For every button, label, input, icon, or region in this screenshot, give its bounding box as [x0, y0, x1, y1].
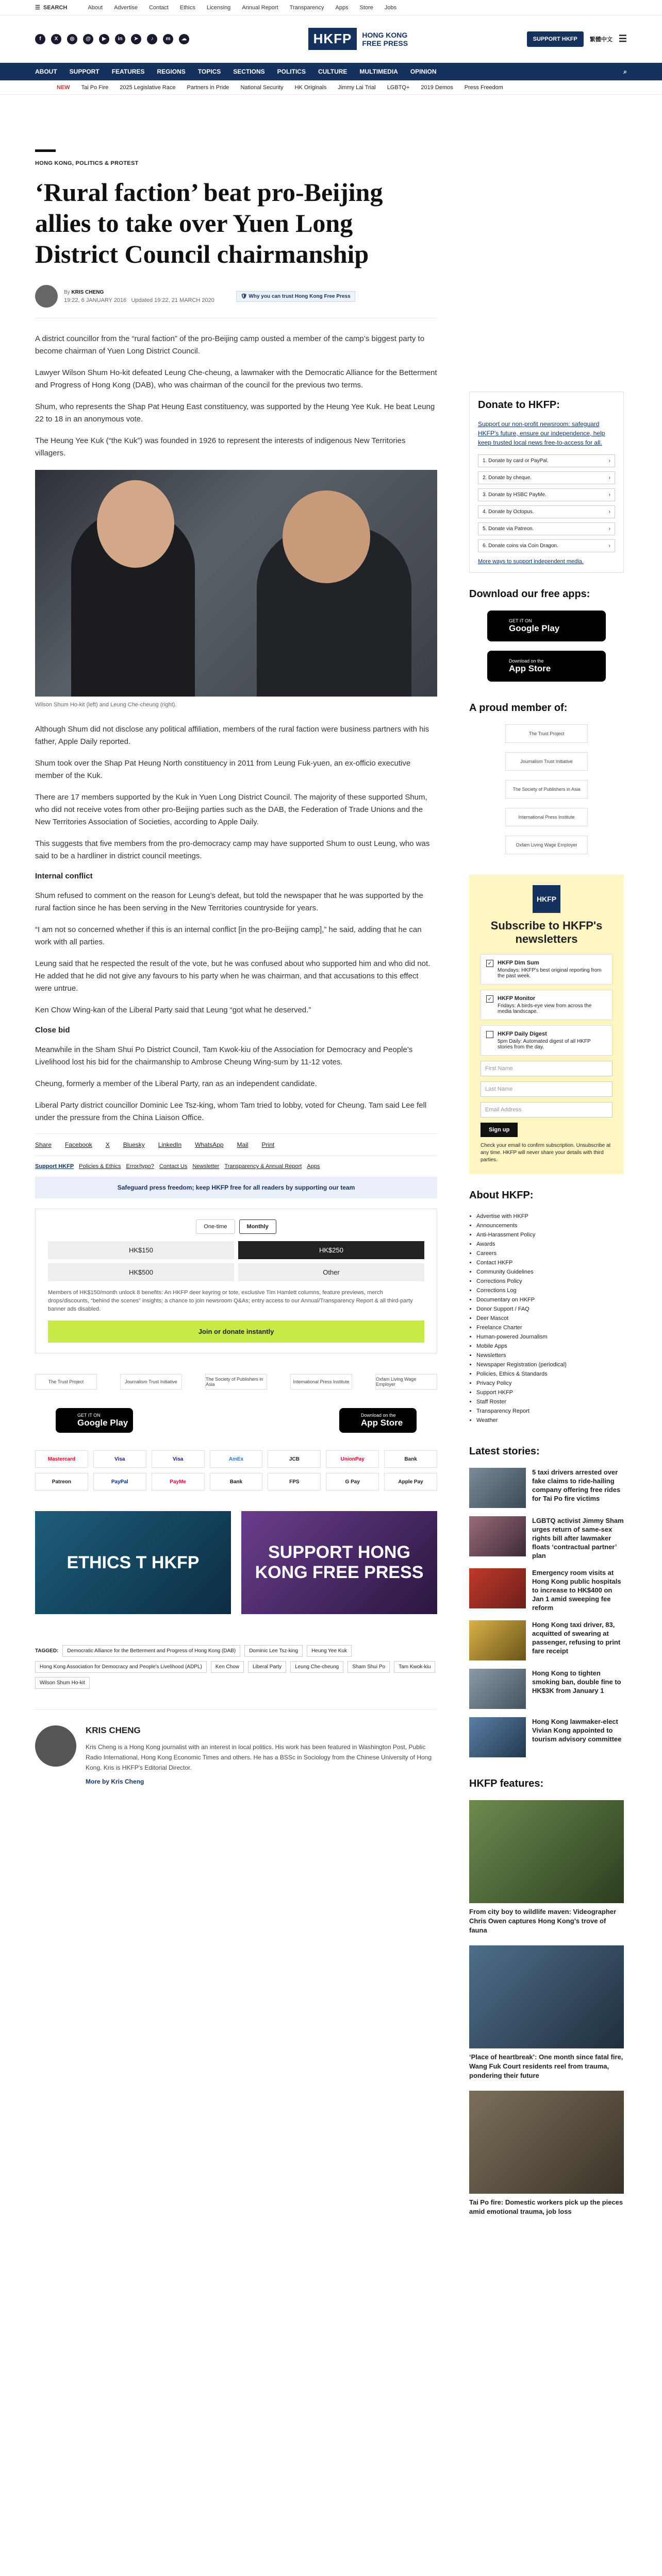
paragraph: Although Shum did not disclose any political affiliation, members of the rural faction were business partners with his father, Apple Daily reported. — [35, 725, 429, 746]
newsletter-title: Subscribe to HKFP's newsletters — [490, 919, 603, 945]
footer-link[interactable]: Transparency & Annual Report — [224, 1163, 302, 1170]
footer-link[interactable]: Contact Us — [159, 1163, 188, 1170]
story-item[interactable]: Hong Kong lawmaker-elect Vivian Kong appointed to tourism advisory committee — [469, 1717, 624, 1757]
share-button[interactable]: Share — [35, 1141, 52, 1148]
bank-logo[interactable]: Bank — [384, 1450, 437, 1468]
paragraph: There are 17 members supported by the Kuk in Yuen Long District Council. The majority of these supported Shum, who did not receive votes from other pro-Beijing parties such as the DAB, the Federation of Trade Unions and the New Territories Association of Societies, according to Apple Daily. — [35, 793, 427, 826]
youtube-icon[interactable]: ▶ — [99, 34, 109, 44]
tab-one-time[interactable]: One-time — [196, 1219, 235, 1234]
story-item[interactable]: LGBTQ activist Jimmy Sham urges return of same-sex rights bill after lawmaker floats ‘contractual partner’ plan — [469, 1516, 624, 1560]
article-category[interactable]: HONG KONG, POLITICS & PROTEST — [35, 160, 139, 166]
paragraph: Shum took over the Shap Pat Heung North constituency in 2011 from Leung Fuk-yuen, an ex-officio executive member of the Kuk. — [35, 759, 411, 780]
tag-list — [35, 1645, 437, 1689]
sign-up-button[interactable]: Sign up — [481, 1123, 518, 1137]
jcb-logo[interactable]: JCB — [268, 1450, 321, 1468]
newsletter-signup — [469, 875, 624, 1174]
trending-link[interactable]: Tai Po Fire — [81, 84, 109, 91]
author-name[interactable]: KRIS CHENG — [71, 289, 104, 295]
about-link[interactable]: • Support HKFP — [476, 1388, 624, 1397]
feature-image — [469, 2091, 624, 2194]
donation-note: Members of HK$150/month unlock 8 benefits: An HKFP deer keyring or tote, exclusive Tim Hamlett columns, feature previews, merch drops/discounts, “behind the scenes” insights; a chance to join newsroom Q&As; entry access to our Annual/Transparency Report & all third-party banner ads disabled. — [48, 1290, 413, 1312]
latest-stories — [469, 1468, 624, 1757]
about-link[interactable]: • Policies, Ethics & Standards — [476, 1369, 624, 1379]
threads-icon[interactable]: @ — [83, 34, 93, 44]
article-body — [35, 333, 437, 1124]
photo-head-right — [283, 490, 370, 583]
donation-widget — [35, 1209, 437, 1353]
about-link[interactable]: • Deer Mascot — [476, 1314, 624, 1323]
tag[interactable]: Heung Yee Kuk — [307, 1645, 352, 1657]
story-thumbnail — [469, 1468, 526, 1508]
top-link-jobs[interactable]: Jobs — [384, 4, 397, 11]
chevron-right-icon: › — [608, 475, 610, 481]
nav-regions[interactable]: REGIONS — [157, 68, 186, 75]
logo-mark: HKFP — [308, 28, 357, 50]
tagged-label: TAGGED: — [35, 1648, 59, 1654]
donate-lead-link[interactable]: Support our non-profit newsroom: safeguard HKFP's future, ensure our independence, help keep trusted local news free-to-access for all. — [478, 420, 605, 446]
first-name-field[interactable]: First Name — [481, 1061, 613, 1076]
oxfam-logo[interactable]: Oxfam Living Wage Employer — [505, 836, 588, 854]
checkbox[interactable]: ✓ — [486, 995, 493, 1003]
photo-caption: Wilson Shum Ho-kit (left) and Leung Che-cheung (right). — [35, 702, 177, 708]
about-link[interactable]: • Corrections Policy — [476, 1277, 624, 1286]
footer-link[interactable]: Error/typo? — [126, 1163, 154, 1170]
menu-icon[interactable]: ☰ — [618, 33, 627, 44]
about-link[interactable]: • Freelance Charter — [476, 1323, 624, 1332]
features-title: HKFP features: — [469, 1778, 544, 1789]
payment-methods — [35, 1450, 437, 1490]
paragraph: A district councillor from the “rural faction” of the pro-Beijing camp ousted a member of the camp’s biggest party to become chairman of Yuen Long District Council. — [35, 334, 425, 355]
tag[interactable]: Sham Shui Po — [347, 1661, 390, 1673]
title-rule — [35, 149, 56, 152]
newsletter-option[interactable]: ✓ HKFP Dim Sum Mondays: HKFP's best original reporting from the past week. — [481, 954, 613, 985]
trending-link[interactable]: Partners in Pride — [187, 84, 229, 91]
top-link-ethics[interactable]: Ethics — [179, 4, 195, 11]
about-link[interactable]: • Corrections Log — [476, 1286, 624, 1295]
site-logo[interactable] — [308, 28, 408, 50]
oxfam-logo[interactable]: Oxfam Living Wage Employer — [375, 1374, 437, 1389]
jti-logo[interactable]: Journalism Trust Initiative — [120, 1374, 182, 1389]
feature-item[interactable]: Tai Po fire: Domestic workers pick up the pieces amid emotional trauma, job loss — [469, 2091, 624, 2216]
mastercard-logo[interactable]: Mastercard — [35, 1450, 88, 1468]
trending-link[interactable]: Jimmy Lai Trial — [338, 84, 376, 91]
chevron-right-icon: › — [608, 526, 610, 532]
chevron-right-icon: › — [608, 543, 610, 549]
telegram-icon[interactable]: ➤ — [131, 34, 141, 44]
visa-logo[interactable]: Visa — [93, 1450, 146, 1468]
bank-logo[interactable]: Bank — [210, 1473, 263, 1490]
main-nav — [0, 63, 662, 80]
sopa-logo[interactable]: The Society of Publishers in Asia — [505, 780, 588, 799]
video-promos — [35, 1511, 437, 1614]
trust-project-logo[interactable]: The Trust Project — [35, 1374, 97, 1389]
amex-logo[interactable]: AmEx — [210, 1450, 263, 1468]
nav-topics[interactable]: TOPICS — [197, 68, 221, 75]
paragraph: Shum refused to comment on the reason for Leung’s defeat, but told the newspaper that he was supported by the rural faction since he has been serving in the New Territories countryside for years. — [35, 891, 423, 912]
shield-icon: 🛡 — [240, 293, 249, 299]
about-title: About HKFP: — [469, 1190, 534, 1201]
share-whatsapp[interactable]: WhatsApp — [195, 1141, 224, 1148]
tag[interactable]: Leung Che-cheung — [290, 1661, 343, 1673]
support-hkfp-button[interactable]: SUPPORT HKFP — [527, 31, 584, 47]
checkbox[interactable] — [486, 1031, 493, 1038]
social-links — [35, 34, 189, 44]
about-link[interactable]: • Human-powered Journalism — [476, 1332, 624, 1342]
search-icon[interactable]: ⌕ — [623, 67, 627, 75]
subheading: Internal conflict — [35, 872, 93, 880]
donate-option[interactable]: 6. Donate coins via Coin Dragon. › — [478, 539, 615, 552]
nav-politics[interactable]: POLITICS — [277, 68, 306, 75]
author-box-name[interactable]: KRIS CHENG — [86, 1725, 141, 1735]
story-thumbnail — [469, 1620, 526, 1660]
chevron-right-icon: › — [608, 492, 610, 498]
language-switch[interactable]: 繁體中文 — [589, 36, 613, 43]
newsletter-note: Check your email to confirm subscription. Unsubscribe at any time. HKFP will never share your details with third parties. — [481, 1143, 611, 1163]
share-print[interactable]: Print — [261, 1141, 275, 1148]
search-button[interactable]: ☰ SEARCH — [35, 4, 68, 11]
trending-link[interactable]: 2025 Legislative Race — [120, 84, 176, 91]
sopa-logo[interactable]: The Society of Publishers in Asia — [205, 1374, 267, 1389]
story-thumbnail — [469, 1516, 526, 1556]
last-name-field[interactable]: Last Name — [481, 1081, 613, 1097]
donate-option[interactable]: 5. Donate via Patreon. › — [478, 522, 615, 535]
paypal-logo[interactable]: PayPal — [93, 1473, 146, 1490]
about-link[interactable]: • Newsletters — [476, 1351, 624, 1360]
amount-other[interactable]: Other — [238, 1263, 424, 1281]
visa-logo[interactable]: Visa — [152, 1450, 205, 1468]
photo-head-left — [97, 480, 174, 568]
article-footer-links — [35, 1163, 437, 1170]
payme-logo[interactable]: PayMe — [152, 1473, 205, 1490]
story-item[interactable]: Hong Kong to tighten smoking ban, double fine to HK$3K from January 1 — [469, 1669, 624, 1709]
newsletter-option[interactable]: ✓ HKFP Monitor Fridays: A birds-eye view from across the media landscape. — [481, 990, 613, 1020]
about-link[interactable]: • Announcements — [476, 1221, 624, 1230]
safeguard-banner[interactable]: Safeguard press freedom; keep HKFP free for all readers by supporting our team — [35, 1177, 437, 1198]
search-icon: ☰ — [35, 5, 40, 11]
paragraph: This suggests that five members from the pro-democracy camp may have supported Shum to oust Leung, who was said to be a hardliner in district council meetings. — [35, 839, 430, 860]
paragraph: Cheung, formerly a member of the Liberal Party, ran as an independent candidate. — [35, 1079, 317, 1088]
trending-bar — [0, 80, 662, 95]
logo-line-1: HONG KONG — [362, 30, 408, 39]
byline: By KRIS CHENG 19:22, 6 JANUARY 2016 Updated 19:22, 21 MARCH 2020 🛡 Why you can trust Hong Kong Free Press — [35, 285, 437, 318]
bluesky-icon[interactable]: ☁ — [179, 34, 189, 44]
author-bio: Kris Cheng is a Hong Kong journalist with an interest in local politics. His work has been featured in Washington Post, Public Radio International, Hong Kong Economic Times and others. He has a BSSc in Sociology from the Chinese University of Hong Kong. Kris is HKFP's Editorial Director. — [86, 1743, 432, 1771]
google-play-button[interactable]: GET IT ON Google Play — [56, 1408, 133, 1433]
nav-multimedia[interactable]: MULTIMEDIA — [359, 68, 398, 75]
trending-link[interactable]: Press Freedom — [464, 84, 503, 91]
story-thumbnail — [469, 1568, 526, 1608]
footer-link[interactable]: Apps — [307, 1163, 320, 1170]
tag[interactable]: Dominic Lee Tsz-king — [244, 1645, 303, 1657]
about-link[interactable]: • Weather — [476, 1416, 624, 1425]
ipi-logo[interactable]: International Press Institute — [505, 808, 588, 826]
subheading: Close bid — [35, 1026, 70, 1035]
join-donate-button[interactable]: Join or donate instantly — [48, 1320, 424, 1343]
top-link-store[interactable]: Store — [359, 4, 373, 11]
donate-option[interactable]: 2. Donate by cheque. › — [478, 471, 615, 484]
instagram-icon[interactable]: ◎ — [67, 34, 77, 44]
apple-pay-logo[interactable]: Apple Pay — [384, 1473, 437, 1490]
app-store-button[interactable]: Download on the App Store — [339, 1408, 417, 1433]
donate-lead — [478, 419, 615, 447]
story-item[interactable]: 5 taxi drivers arrested over fake claims to ride-hailing company offering free rides for Tai Po fire victims — [469, 1468, 624, 1508]
logo-line-2: FREE PRESS — [362, 39, 408, 47]
tiktok-icon[interactable]: ♪ — [147, 34, 157, 44]
ipi-logo[interactable]: International Press Institute — [290, 1374, 352, 1389]
top-link-contact[interactable]: Contact — [148, 4, 169, 11]
more-by-author-link[interactable]: More by Kris Cheng — [86, 1778, 144, 1785]
paragraph: Lawyer Wilson Shum Ho-kit defeated Leung Che-cheung, a lawmaker with the Democratic Alliance for the Betterment and Progress of Hong Kong (DAB), who was chairman of the council for the previous two terms. — [35, 368, 437, 389]
story-item[interactable]: Hong Kong taxi driver, 83, acquitted of swearing at passenger, refusing to print fare receipt — [469, 1620, 624, 1660]
story-thumbnail — [469, 1669, 526, 1709]
feature-image — [469, 1945, 624, 2048]
google-play-button[interactable]: GET IT ON Google Play — [487, 611, 606, 641]
latest-title: Latest stories: — [469, 1446, 540, 1457]
jti-logo[interactable]: Journalism Trust Initiative — [505, 752, 588, 771]
trending-link[interactable]: HK Originals — [294, 84, 327, 91]
nav-culture[interactable]: CULTURE — [318, 68, 347, 75]
tag[interactable]: Tam Kwok-kiu — [394, 1661, 435, 1673]
tag[interactable]: Ken Chow — [211, 1661, 244, 1673]
ethics-video[interactable]: ETHICS T HKFP — [35, 1511, 231, 1614]
about-link[interactable]: • Privacy Policy — [476, 1379, 624, 1388]
about-link[interactable]: • Newspaper Registration (periodical) — [476, 1360, 624, 1369]
donate-option[interactable]: 1. Donate by card or PayPal. › — [478, 454, 615, 467]
paragraph: Shum, who represents the Shap Pat Heung East constituency, was supported by the Heung Yee Kuk. He beat Leung 22 to 18 in an anonymous vote. — [35, 402, 435, 423]
feature-image — [469, 1800, 624, 1903]
paragraph: Ken Chow Wing-kan of the Liberal Party said that Leung “got what he deserved.” — [35, 1006, 311, 1014]
newsletter-option[interactable]: HKFP Daily Digest 5pm Daily: Automated digest of all HKFP stories from the day. — [481, 1025, 613, 1056]
about-link[interactable]: • Mobile Apps — [476, 1342, 624, 1351]
author-box — [35, 1709, 437, 1785]
amount-option-selected[interactable]: HK$250 — [238, 1241, 424, 1259]
feature-item[interactable]: From city boy to wildlife maven: Videographer Chris Owen captures Hong Kong’s trove of fauna — [469, 1800, 624, 1935]
author-avatar — [35, 285, 58, 308]
about-link[interactable]: • Documentary on HKFP — [476, 1295, 624, 1304]
share-linkedin[interactable]: LinkedIn — [158, 1141, 182, 1148]
about-link[interactable]: • Anti-Harassment Policy — [476, 1230, 624, 1240]
paragraph: Liberal Party district councillor Dominic Lee Tsz-king, whom Tam tried to lobby, voted for Cheung. Tam said Lee fell under the pressure from the China Liaison Office. — [35, 1101, 427, 1122]
tag[interactable]: Hong Kong Association for Democracy and People's Livelihood (ADPL) — [35, 1661, 207, 1673]
article-title: ‘Rural faction’ beat pro-Beijing allies to take over Yuen Long District Council chairmanship — [35, 178, 383, 268]
trending-link[interactable]: 2019 Demos — [421, 84, 453, 91]
footer-link[interactable]: Support HKFP — [35, 1163, 74, 1170]
share-bar — [35, 1133, 437, 1156]
top-link-annual-report[interactable]: Annual Report — [242, 4, 278, 11]
app-store-button[interactable]: Download on the App Store — [487, 651, 606, 682]
patreon-logo[interactable]: Patreon — [35, 1473, 88, 1490]
donate-option[interactable]: 4. Donate by Octopus. › — [478, 505, 615, 518]
trending-link[interactable]: LGBTQ+ — [387, 84, 410, 91]
sidebar-member-badges — [469, 724, 624, 854]
about-link[interactable]: • Contact HKFP — [476, 1258, 624, 1267]
paragraph: The Heung Yee Kuk (“the Kuk”) was founded in 1926 to represent the interests of indigenous New Territories villagers. — [35, 436, 406, 457]
checkbox[interactable]: ✓ — [486, 960, 493, 967]
footer-link[interactable]: Newsletter — [192, 1163, 220, 1170]
article-column — [35, 149, 437, 1785]
apps-title: Download our free apps: — [469, 588, 590, 600]
mastodon-icon[interactable]: m — [163, 34, 173, 44]
about-link[interactable]: • Careers — [476, 1249, 624, 1258]
trending-link[interactable]: National Security — [240, 84, 284, 91]
share-mail[interactable]: Mail — [237, 1141, 249, 1148]
tag[interactable]: Democratic Alliance for the Betterment and Progress of Hong Kong (DAB) — [62, 1645, 240, 1657]
paragraph: Meanwhile in the Sham Shui Po District Council, Tam Kwok-kiu of the Association for Democracy and People’s Livelihood lost his bid for the chairmanship to Ambrose Cheung Wing-sum by 11-12 votes. — [35, 1045, 413, 1066]
story-thumbnail — [469, 1717, 526, 1757]
nav-support[interactable]: SUPPORT — [69, 68, 100, 75]
article-photo — [35, 470, 437, 697]
x-icon[interactable]: X — [51, 34, 61, 44]
email-field[interactable]: Email Address — [481, 1102, 613, 1117]
amount-option[interactable]: HK$150 — [48, 1241, 234, 1259]
facebook-icon[interactable]: f — [35, 34, 45, 44]
author-photo — [35, 1725, 76, 1767]
paragraph: Leung said that he respected the result of the vote, but he was confused about who supported him and who did not. He added that he did not give any favours to his party when he was chairman, and that accusations to this effect were untrue. — [35, 959, 431, 993]
nav-sections[interactable]: SECTIONS — [233, 68, 265, 75]
hkfp-logo: HKFP — [533, 885, 560, 913]
about-link[interactable]: • Donor Support / FAQ — [476, 1304, 624, 1314]
about-link[interactable]: • Awards — [476, 1240, 624, 1249]
trust-project-logo[interactable]: The Trust Project — [505, 724, 588, 743]
top-link-licensing[interactable]: Licensing — [206, 4, 231, 11]
tab-monthly[interactable]: Monthly — [239, 1219, 276, 1234]
story-item[interactable]: Emergency room visits at Hong Kong public hospitals to increase to HK$400 on Jan 1 amid sweeping fee reform — [469, 1568, 624, 1612]
donate-box — [469, 392, 624, 573]
top-link-about[interactable]: About — [88, 4, 103, 11]
donate-option[interactable]: 3. Donate by HSBC PayMe. › — [478, 488, 615, 501]
new-label: NEW — [57, 84, 70, 91]
top-utility-bar — [0, 0, 662, 15]
member-badges — [35, 1374, 437, 1389]
donate-title: Donate to HKFP: — [478, 399, 615, 411]
unionpay-logo[interactable]: UnionPay — [326, 1450, 379, 1468]
tag[interactable]: Liberal Party — [248, 1661, 286, 1673]
share-bluesky[interactable]: Bluesky — [123, 1141, 145, 1148]
member-title: A proud member of: — [469, 702, 568, 714]
share-facebook[interactable]: Facebook — [65, 1141, 92, 1148]
linkedin-icon[interactable]: in — [115, 34, 125, 44]
tag[interactable]: Wilson Shum Ho-kit — [35, 1677, 90, 1689]
trust-link[interactable]: 🛡 Why you can trust Hong Kong Free Press — [236, 291, 355, 302]
publish-date: 19:22, 6 JANUARY 2016 — [64, 297, 127, 303]
top-link-transparency[interactable]: Transparency — [289, 4, 324, 11]
about-link[interactable]: • Advertise with HKFP — [476, 1212, 624, 1221]
sidebar — [469, 392, 624, 2227]
share-x[interactable]: X — [105, 1141, 110, 1148]
sidebar-app-buttons — [469, 611, 624, 682]
nav-opinion[interactable]: OPINION — [410, 68, 437, 75]
google-pay-logo[interactable]: G Pay — [326, 1473, 379, 1490]
about-link[interactable]: • Transparency Report — [476, 1406, 624, 1416]
about-link[interactable]: • Community Guidelines — [476, 1267, 624, 1277]
paragraph: “I am not so concerned whether if this is an internal conflict [in the pro-Beijing camp],” he said, adding that he can work with all parties. — [35, 925, 422, 946]
support-video[interactable]: SUPPORT HONG KONG FREE PRESS — [241, 1511, 437, 1614]
about-link[interactable]: • Staff Roster — [476, 1397, 624, 1406]
feature-item[interactable]: ‘Place of heartbreak’: One month since fatal fire, Wang Fuk Court residents reel from trauma, pondering their future — [469, 1945, 624, 2080]
fps-logo[interactable]: FPS — [268, 1473, 321, 1490]
footer-link[interactable]: Policies & Ethics — [79, 1163, 121, 1170]
updated-date: Updated 19:22, 21 MARCH 2020 — [131, 297, 214, 303]
chevron-right-icon: › — [608, 509, 610, 515]
app-store-buttons — [35, 1408, 437, 1433]
nav-features[interactable]: FEATURES — [111, 68, 145, 75]
site-header — [0, 15, 662, 63]
about-links — [469, 1212, 624, 1425]
amount-option[interactable]: HK$500 — [48, 1263, 234, 1281]
more-ways-link[interactable]: More ways to support independent media. — [478, 558, 584, 565]
chevron-right-icon: › — [608, 458, 610, 464]
top-link-advertise[interactable]: Advertise — [114, 4, 138, 11]
top-link-apps[interactable]: Apps — [335, 4, 349, 11]
nav-about[interactable]: ABOUT — [35, 68, 57, 75]
